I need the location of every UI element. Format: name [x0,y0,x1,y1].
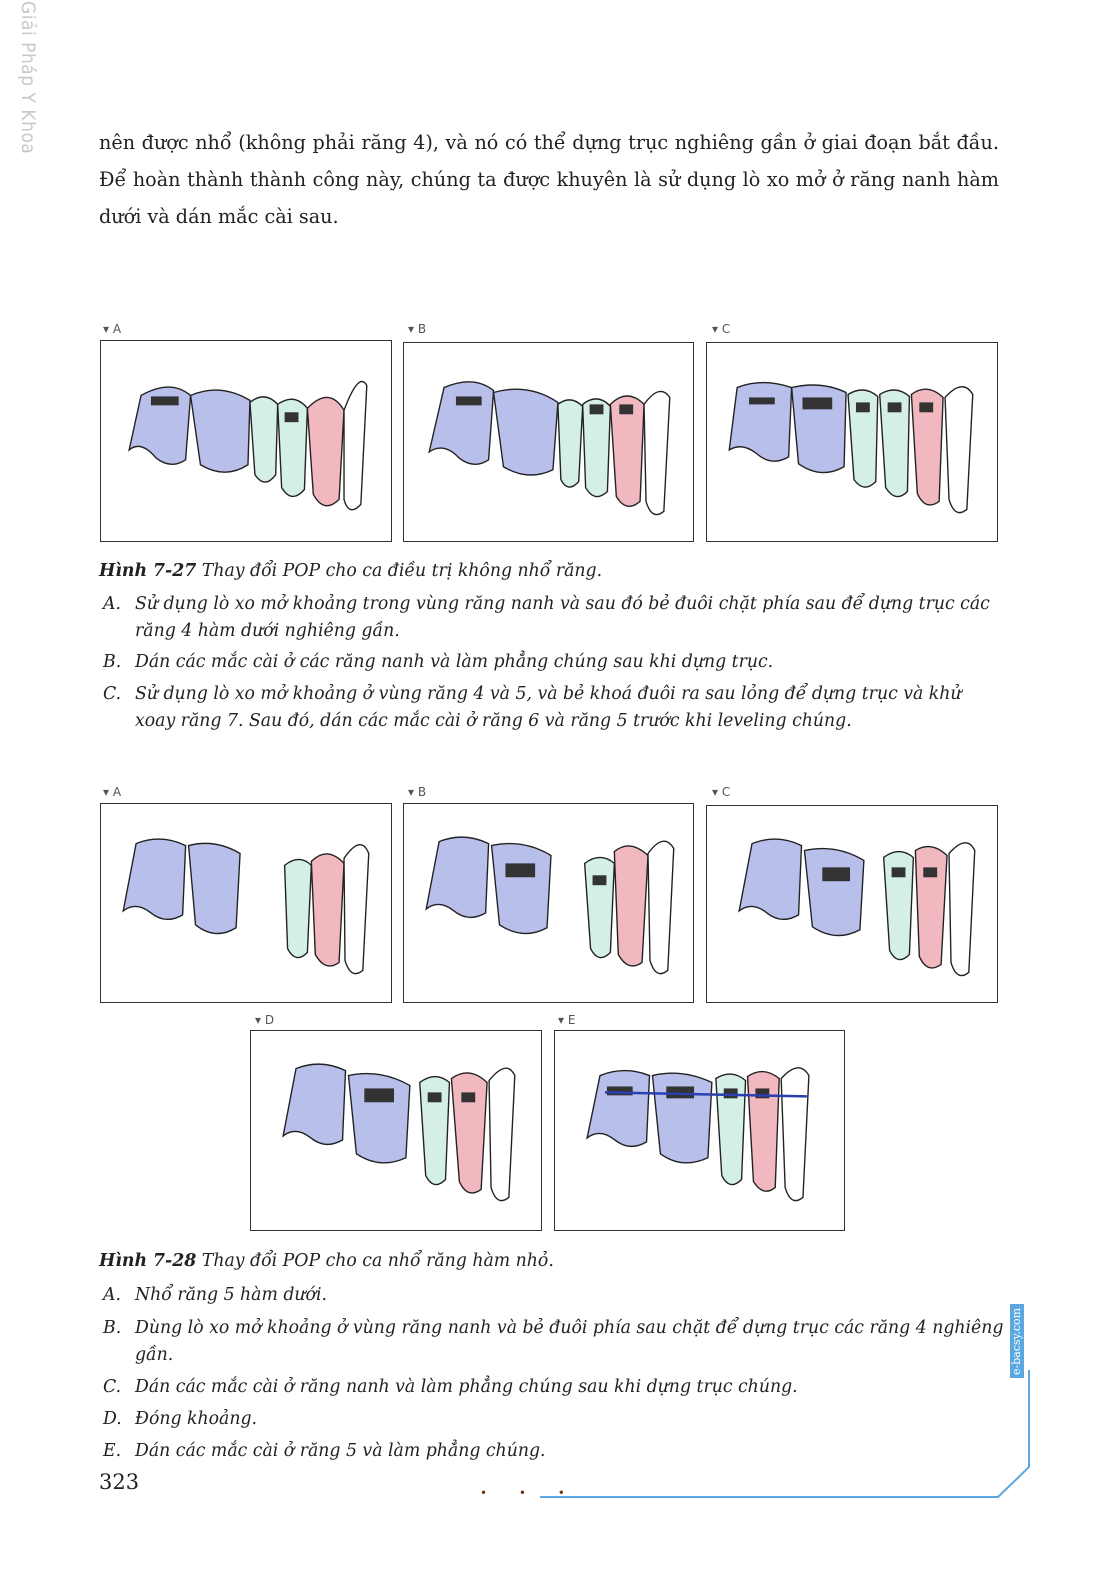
fig2-label-b: ▾ B [408,785,427,799]
fig1-panel-c [706,342,998,542]
fig1-caption-item-a: A. Sử dụng lò xo mở khoảng trong vùng răng nanh và sau đó bẻ đuôi chặt phía sau để dựng trục các răng 4 hàm dưới nghiêng gần. [103,594,990,641]
page-number: 323 [99,1470,140,1494]
fig2-caption-item-e: E. Dán các mắc cài ở răng 5 và làm phẳng chúng. [103,1441,546,1461]
fig2-label-c: ▾ C [712,785,731,799]
fig2-panel-d [250,1030,542,1231]
teeth-illustration [555,1031,844,1230]
teeth-illustration [404,804,693,1002]
intro-paragraph: nên được nhổ (không phải răng 4), và nó có thể dựng trục nghiêng gần ở giai đoạn bắt đầu. Để hoàn thành thành công này, chúng ta được khuyên là sử dụng lò xo mở ở răng nanh hàm dưới và dán mắc cài sau. [99,131,999,228]
fig1-caption-item-b: B. Dán các mắc cài ở các răng nanh và làm phẳng chúng sau khi dựng trục. [103,652,774,672]
teeth-illustration [251,1031,541,1230]
side-title: Giải Pháp Y Khoa [17,1,39,155]
teeth-illustration [707,343,997,541]
fig2-panel-e [554,1030,845,1231]
fig2-panel-b [403,803,694,1003]
teeth-illustration [101,341,391,541]
fig1-label-c: ▾ C [712,322,731,336]
fig2-caption: Hình 7-28 Thay đổi POP cho ca nhổ răng hàm nhỏ. [99,1251,554,1271]
fig1-label-b: ▾ B [408,322,427,336]
fig2-label-a: ▾ A [103,785,122,799]
fig1-caption: Hình 7-27 Thay đổi POP cho ca điều trị không nhổ răng. [99,561,603,581]
page-corner-line [540,1370,1035,1500]
teeth-illustration [404,343,693,541]
fig2-caption-item-c: C. Dán các mắc cài ở răng nanh và làm phẳng chúng sau khi dựng trục chúng. [103,1377,798,1397]
fig2-panel-a [100,803,392,1003]
fig2-label-d: ▾ D [255,1013,275,1027]
fig2-panel-c [706,805,998,1003]
fig1-panel-a [100,340,392,542]
fig1-label-a: ▾ A [103,322,122,336]
teeth-illustration [707,806,997,1002]
decorative-dots: • • • [480,1486,579,1500]
fig2-label-e: ▾ E [558,1013,576,1027]
fig1-panel-b [403,342,694,542]
fig2-caption-item-b: B. Dùng lò xo mở khoảng ở vùng răng nanh và bẻ đuôi phía sau chặt để dựng trục các răng 4 nghiêng gần. [103,1318,1004,1365]
teeth-illustration [101,804,391,1002]
fig1-caption-item-c: C. Sử dụng lò xo mở khoảng ở vùng răng 4 và 5, và bẻ khoá đuôi ra sau lỏng để dựng trục và khử xoay răng 7. Sau đó, dán các mắc cài ở răng 6 và răng 5 trước khi leveling chúng. [103,684,962,731]
watermark-badge: e-bacsy.com [1010,1304,1024,1378]
fig2-caption-item-a: A. Nhổ răng 5 hàm dưới. [103,1285,327,1305]
fig2-caption-item-d: D. Đóng khoảng. [103,1409,258,1429]
